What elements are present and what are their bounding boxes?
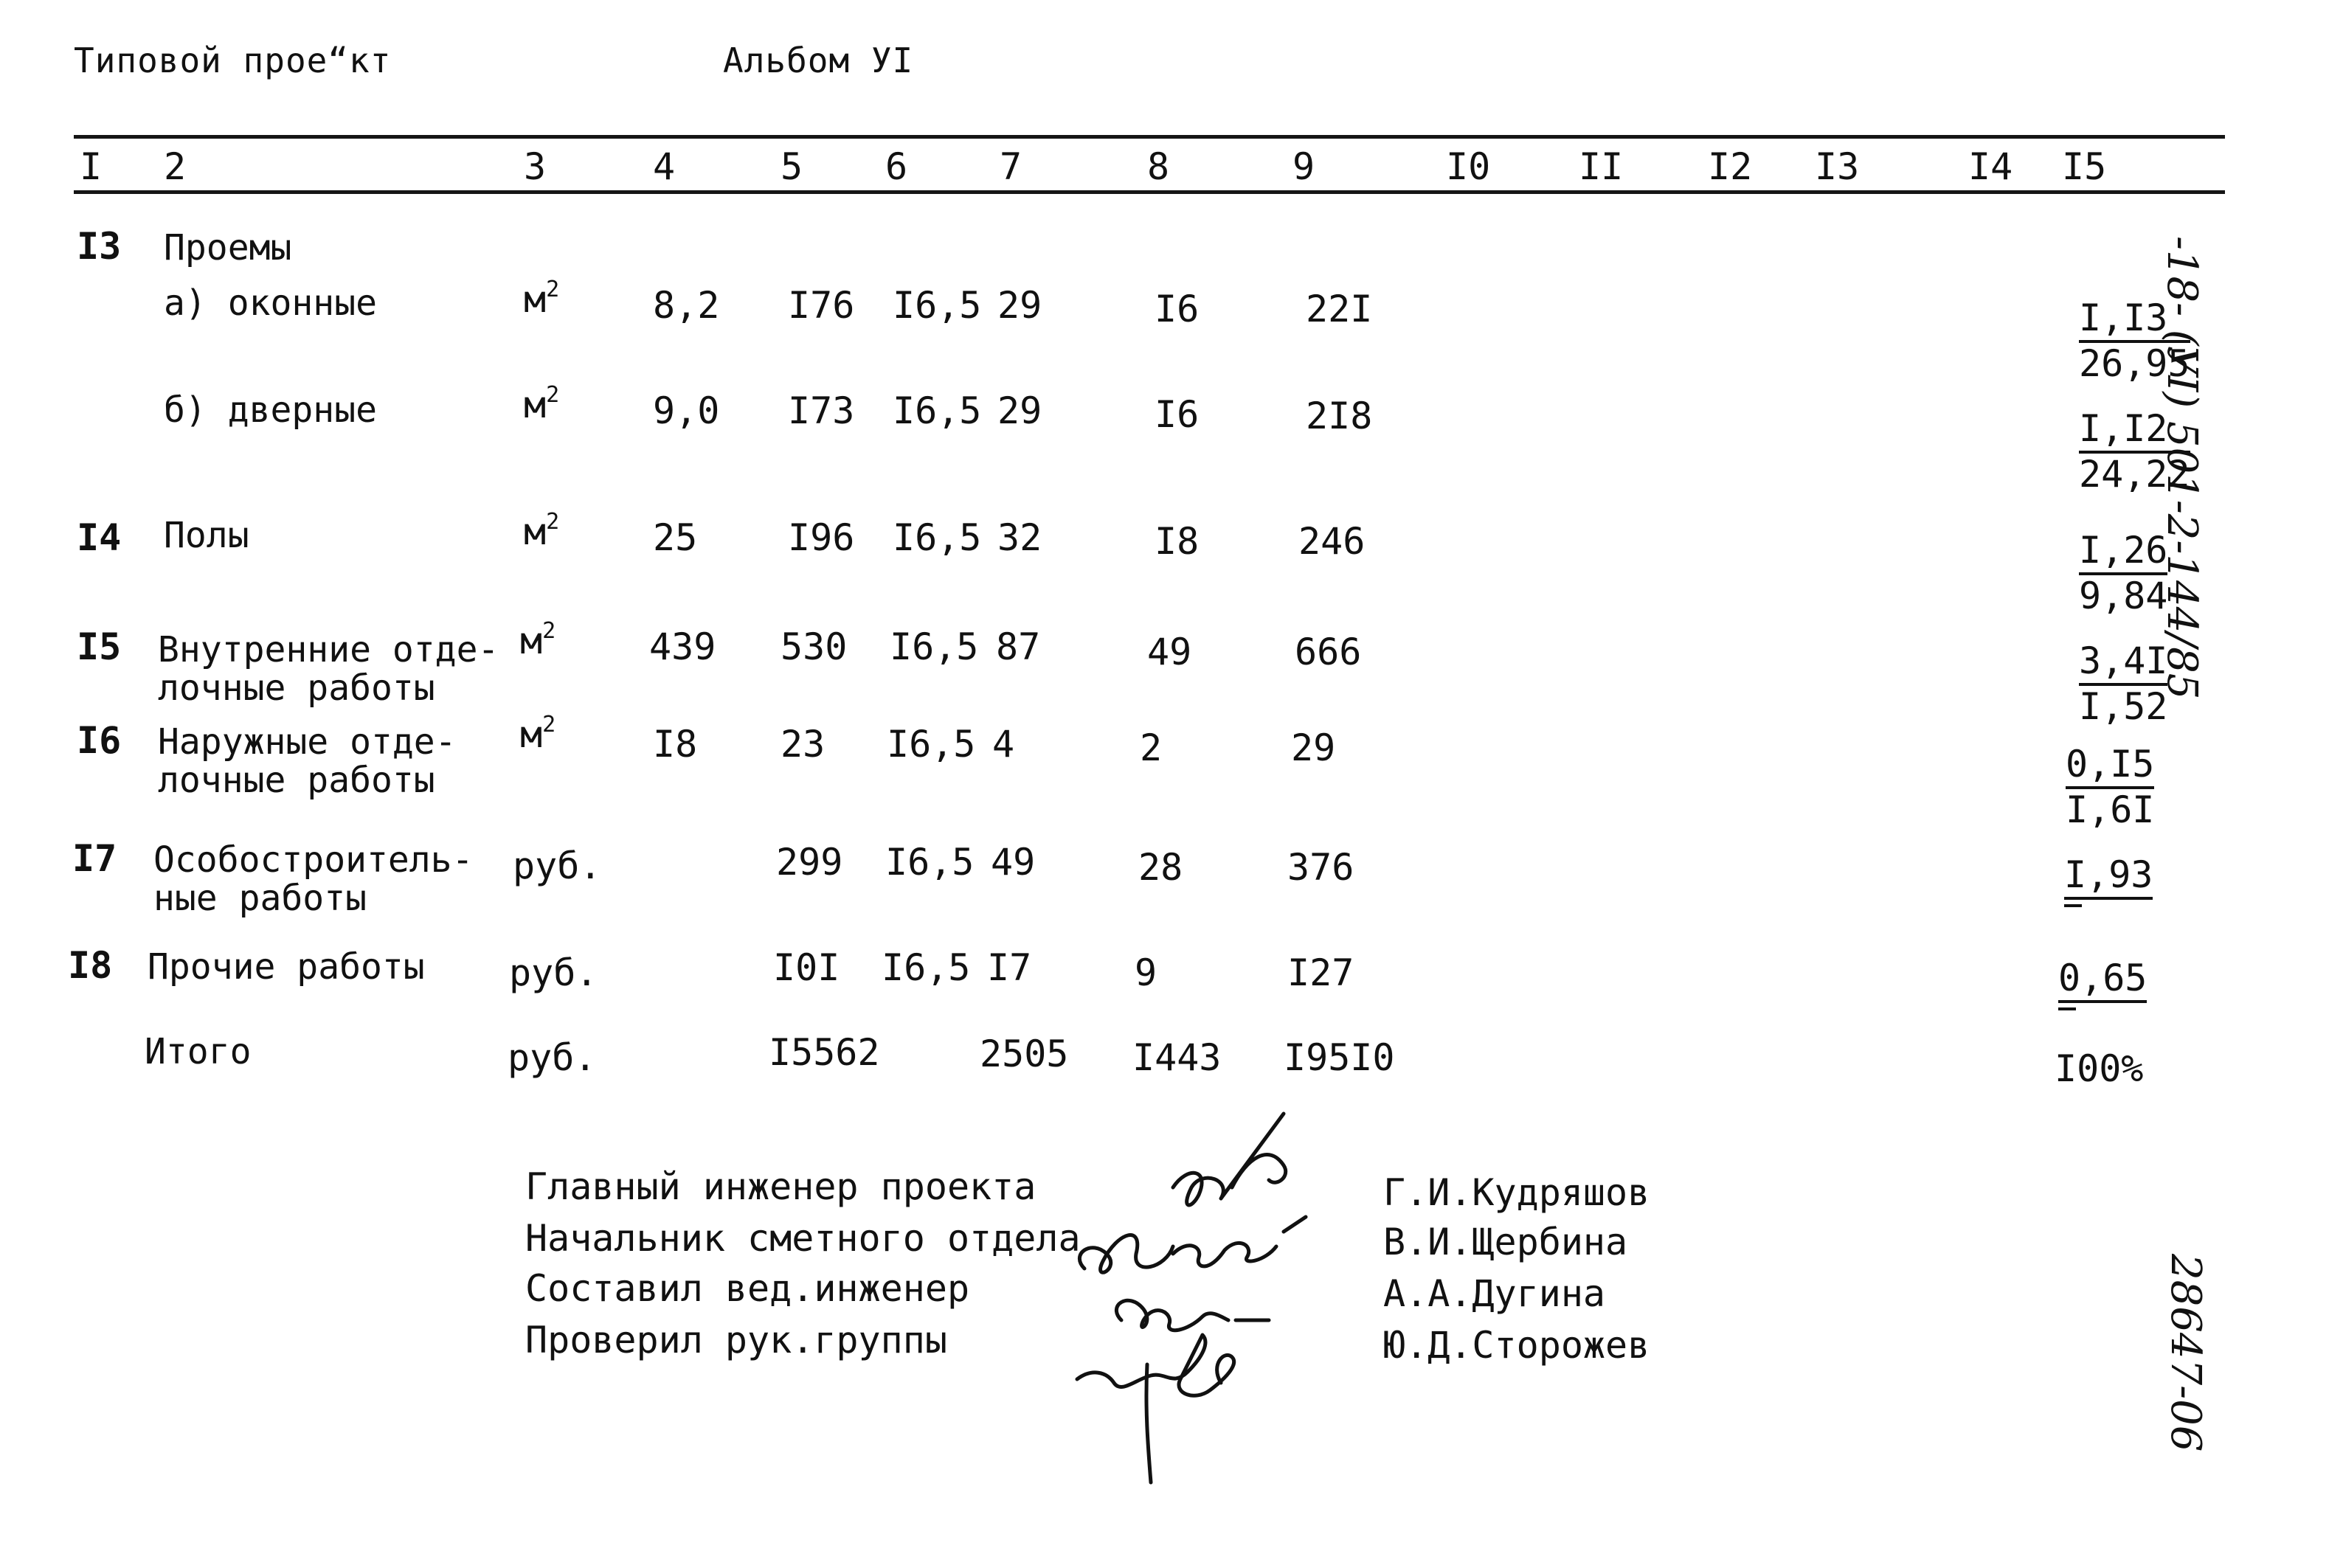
cell-c15-empty-dash: [2064, 904, 2082, 907]
album-label: Альбом УI: [723, 41, 914, 80]
unit-cell: руб.: [508, 1036, 597, 1079]
row-number: I7: [72, 837, 117, 880]
cell-c7: 29: [997, 284, 1042, 327]
col-header-3: 3: [524, 145, 547, 188]
cell-c7: 49: [991, 841, 1036, 884]
cell-c8: 2: [1140, 726, 1163, 769]
row-number: I3: [77, 225, 122, 268]
col-header-5: 5: [781, 145, 803, 188]
signature-name: Ю.Д.Сторожев: [1383, 1324, 1650, 1367]
cell-c4: 25: [653, 516, 698, 559]
cell-c8: I6: [1155, 393, 1200, 436]
col-header-15: I5: [2062, 145, 2107, 188]
cell-c6: I6,5: [893, 516, 982, 559]
col-header-9: 9: [1292, 145, 1315, 188]
cell-c9: 2I8: [1306, 395, 1373, 437]
col-header-6: 6: [885, 145, 908, 188]
signature-role: Составил вед.инженер: [525, 1267, 970, 1310]
cell-c9: 29: [1291, 726, 1336, 769]
total-label: Итого: [145, 1031, 252, 1072]
cell-c9: I27: [1287, 951, 1354, 994]
row-number: I5: [77, 625, 122, 668]
signature-role: Проверил рук.группы: [525, 1319, 947, 1361]
table-header-rule: [74, 190, 2225, 194]
total-c8: I443: [1132, 1036, 1222, 1079]
unit-cell: $м^2$: [520, 618, 556, 662]
total-c15: I00%: [2055, 1047, 2144, 1090]
row-name: Прочие работы: [148, 946, 425, 988]
col-header-14: I4: [1968, 145, 2013, 188]
cell-c8: 49: [1147, 631, 1192, 673]
cell-c9: 376: [1287, 846, 1354, 889]
cell-c5: I96: [788, 516, 855, 559]
row-name: Проемы: [164, 227, 292, 268]
cell-c8: 9: [1135, 951, 1157, 994]
cell-c9: 666: [1295, 631, 1362, 673]
col-header-2: 2: [164, 145, 187, 188]
unit-cell: $м^2$: [524, 382, 560, 426]
unit-cell: $м^2$: [524, 509, 560, 553]
unit-cell: $м^2$: [520, 712, 556, 756]
cell-c6: I6,5: [893, 284, 982, 327]
cell-c6: I6,5: [882, 946, 971, 989]
signature-role: Главный инженер проекта: [525, 1165, 1036, 1208]
cell-c4: 439: [649, 625, 716, 668]
table-top-rule: [74, 135, 2225, 139]
cell-c6: I6,5: [885, 841, 975, 884]
cell-c15: I,93: [2064, 856, 2153, 907]
cell-c4: 9,0: [653, 389, 720, 432]
row-name: Наружные отде- лочные работы: [158, 721, 457, 801]
cell-c8: 28: [1138, 846, 1183, 889]
unit-cell: руб.: [509, 951, 598, 994]
total-c7: 2505: [980, 1033, 1069, 1075]
cell-c5: 530: [781, 625, 848, 668]
cell-c9: 246: [1298, 520, 1366, 563]
total-c5: I5562: [769, 1031, 880, 1074]
col-header-4: 4: [653, 145, 676, 188]
unit-cell: руб.: [513, 844, 602, 887]
cell-c7: 32: [997, 516, 1042, 559]
row-name: б) дверные: [164, 389, 377, 431]
cell-c15: $\frac{I,I3}{26,95}$: [2079, 296, 2190, 385]
cell-c15-empty-dash: [2058, 1007, 2076, 1010]
cell-c9: 22I: [1306, 288, 1373, 330]
signature-role: Начальник сметного отдела: [525, 1217, 1081, 1260]
row-number: I6: [77, 719, 122, 762]
cell-c7: 4: [992, 723, 1015, 766]
cell-c4: 8,2: [653, 284, 720, 327]
row-name: а) оконные: [164, 282, 377, 324]
col-header-7: 7: [1000, 145, 1022, 188]
cell-c7: I7: [987, 946, 1032, 989]
col-header-8: 8: [1147, 145, 1170, 188]
cell-c15: $\frac{I,26}{9,84}$: [2079, 529, 2168, 617]
cell-c4: I8: [653, 723, 698, 766]
row-name: Внутренние отде- лочные работы: [158, 629, 499, 709]
cell-c5: I73: [788, 389, 855, 432]
row-name: Полы: [164, 515, 249, 556]
signature-name: А.А.Дугина: [1383, 1272, 1606, 1315]
doc-type-label: Типовой прое“кт: [74, 41, 392, 80]
cell-c7: 29: [997, 389, 1042, 432]
col-header-11: II: [1579, 145, 1624, 188]
cell-c7: 87: [996, 625, 1041, 668]
signature-name: Г.И.Кудряшов: [1383, 1171, 1650, 1214]
col-header-13: I3: [1815, 145, 1860, 188]
cell-c15: $\frac{I,I2}{24,22}$: [2079, 407, 2190, 496]
cell-c5: 23: [781, 723, 826, 766]
unit-cell: $м^2$: [524, 277, 560, 321]
cell-c6: I6,5: [890, 625, 979, 668]
cell-c5: I76: [788, 284, 855, 327]
row-number: I8: [68, 944, 113, 987]
col-header-1: I: [80, 145, 103, 188]
cell-c15: 0,65: [2058, 959, 2147, 1010]
handwritten-signatures: [1062, 1099, 1372, 1512]
cell-c6: I6,5: [887, 723, 976, 766]
cell-c15: $\frac{0,I5}{I,6I}$: [2066, 743, 2155, 831]
col-header-12: I2: [1708, 145, 1753, 188]
cell-c8: I6: [1155, 288, 1200, 330]
cell-c5: I0I: [773, 946, 840, 989]
cell-c5: 299: [776, 841, 843, 884]
signature-name: В.И.Щербина: [1383, 1221, 1628, 1263]
cell-c15: $\frac{3,4I}{I,52}$: [2079, 639, 2168, 728]
total-c9: I95I0: [1284, 1036, 1395, 1079]
col-header-10: I0: [1446, 145, 1491, 188]
row-number: I4: [77, 516, 122, 559]
cell-c6: I6,5: [893, 389, 982, 432]
margin-note-top: -18- (УI) 501-2-144/85: [2158, 236, 2206, 700]
margin-note-bottom: 28647-06: [2162, 1254, 2209, 1452]
row-name: Особостроитель- ные работы: [153, 839, 474, 919]
cell-c8: I8: [1155, 520, 1200, 563]
